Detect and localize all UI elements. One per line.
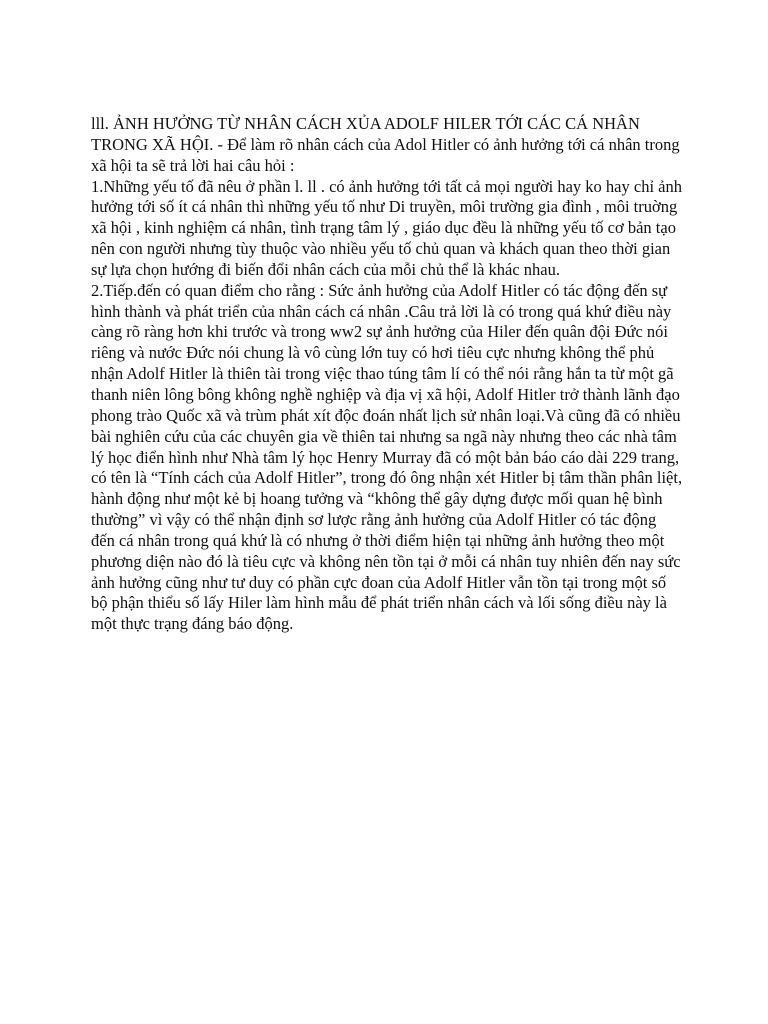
document-body [91, 114, 683, 635]
heading-paragraph: lll. ẢNH HƯỞNG TỪ NHÂN CÁCH XỦA ADOLF HILER TỚI CÁC CÁ NHÂN TRONG XÃ HỘI. - Để làm rõ nhân cách của Adol Hitler có ảnh hưởng tới cá nhân trong xã hội ta sẽ trả lời hai câu hỏi : [91, 114, 680, 175]
question-2-paragraph: 2.Tiếp.đến có quan điểm cho rằng : Sức ảnh hưởng của Adolf Hitler có tác động đến sự hình thành và phát triển của nhân cách cá nhân .Câu trả lời là có trong quá khứ điều này càng rõ ràng hơn khi trước và trong ww2 sự ảnh hưởng của Hiler đến quân đội Đức nói riêng và nước Đức nói chung là vô cùng lớn tuy có hơi tiêu cực nhưng không thể phủ nhận Adolf Hitler là thiên tài trong việc thao túng tâm lí có thể nói rằng hắn ta từ một gã thanh niên lông bông không nghề nghiệp và địa vị xã hội, Adolf Hitler trở thành lãnh đạo phong trào Quốc xã và trùm phát xít độc đoán nhất lịch sử nhân loại.Và cũng đã có nhiều bài nghiên cứu của các chuyên gia về thiên tai nhưng sa ngã này nhưng theo các nhà tâm lý học điển hình như Nhà tâm lý học Henry Murray đã có một bản báo cáo dài 229 trang, có tên là “Tính cách của Adolf Hitler”, trong đó ông nhận xét Hitler bị tâm thần phân liệt, hành động như một kẻ bị hoang tưởng và “không thể gây dựng được mối quan hệ bình thường” vì vậy có thể nhận định sơ lược rằng ảnh hưởng của Adolf Hitler có tác động đến cá nhân trong quá khứ là có nhưng ở thời điểm hiện tại những ảnh hưởng theo một phương diện nào đó là tiêu cực và không nên tồn tại ở mỗi cá nhân tuy nhiên đến nay sức ảnh hưởng cũng như tư duy có phần cực đoan của Adolf Hitler vẫn tồn tại trong một số bộ phận thiểu số lấy Hiler làm hình mẫu để phát triển nhân cách và lối sống điều này là một thực trạng đáng báo động. [91, 280, 683, 634]
question-1-paragraph: 1.Những yếu tố đã nêu ở phần l. ll . có ảnh hưởng tới tất cả mọi người hay ko hay chỉ ảnh hưởng tới số ít cá nhân thì những yếu tố như Di truyền, môi trường gia đình , môi truờng xã hội , kinh nghiệm cá nhân, tình trạng tâm lý , giáo dục đều là những yếu tố cơ bản tạo nên con người nhưng tùy thuộc vào nhiều yếu tố chủ quan và khách quan theo thời gian sự lựa chọn hướng đi biến đổi nhân cách của mỗi chủ thể là khác nhau. [91, 176, 682, 279]
